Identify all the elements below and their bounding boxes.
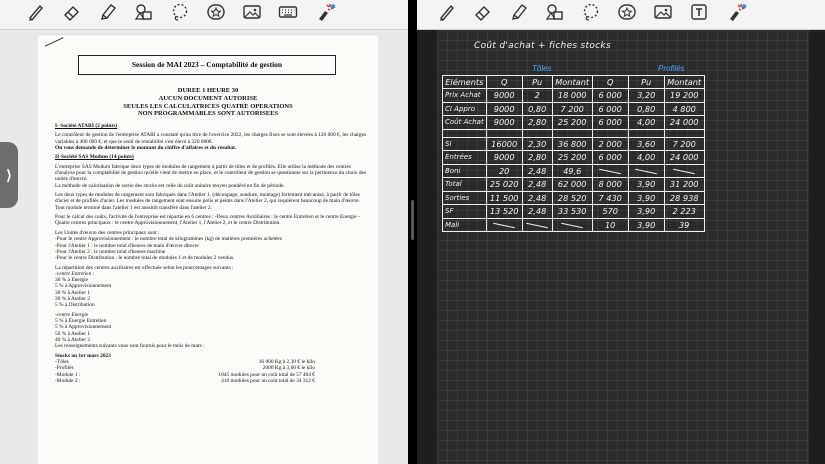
list-item: 50 % à Atelier 1 [55, 330, 91, 337]
spacer-cell [486, 129, 522, 137]
highlighter-tool-button[interactable] [96, 3, 120, 27]
list-item: 5 % à Approvisionnement [55, 324, 112, 331]
stock-value: 16 000 Kg à 2,30 € le kilo [258, 359, 315, 366]
table-row [443, 151, 705, 165]
rule-line-2: SEULES LES CALCULATRICES QUATRE OPERATIONS [123, 102, 293, 110]
table-row [443, 102, 705, 116]
bluetooth-icon: ✱ [741, 3, 747, 11]
session-header: Session de MAI 2023 – Comptabilité de gestion [78, 55, 336, 75]
table-row [443, 205, 705, 219]
column-header: Pu [628, 76, 664, 89]
table-cell: 20 [486, 164, 522, 178]
stock-label: -Tôles [55, 359, 69, 366]
shapes-tool-button[interactable] [132, 3, 156, 27]
table-cell: 62 000 [552, 178, 592, 192]
list-item: 30 % à Energie [55, 277, 88, 284]
strike-mark [635, 168, 657, 174]
table-cell: 49,6 [552, 164, 592, 178]
table-cell: 11 500 [486, 191, 522, 205]
table-row [443, 191, 705, 205]
duration-line: DUREE 1 HEURE 30 [177, 87, 239, 94]
group-label-profiles: Profilés [658, 64, 685, 73]
eraser-icon [473, 2, 493, 27]
table-cell: 7 430 [592, 191, 628, 205]
paragraph: Le contrôleur de gestion de l'entreprise ATARI a constaté qu'au titre de l'exercice 2022, les charges fixes se sont élevées à 120 000 €, les charges variables à 400 000 €, et que le seuil de rentabilité s'est élevé à 320 000€. [55, 132, 367, 145]
sticker-icon [617, 2, 637, 27]
stock-value: 2000 Kg à 3,60 € le kilo [262, 365, 315, 372]
table-cell [486, 218, 522, 232]
table-cell [664, 164, 704, 178]
table-cell [628, 164, 664, 178]
column-header: Eléments [443, 76, 487, 89]
paragraph: Pour le calcul des coûts, l'activité de l'entreprise est répartie en 6 centres ; -Deux centres Auxiliaires : le centre Entretien et le centre Energie -Quatre centres principaux : le centre Approvisionnement, l'Atelier 1, l'Atelier 2, et le centre Distribution. [55, 214, 360, 227]
paragraph: -Pour l'Atelier 1 : le nombre total d'heures de main d'œuvre directe [55, 242, 199, 249]
paragraph: La répartition des centres auxiliaires est effectuée selon les pourcentages suivants : [55, 264, 234, 271]
column-header: Pu [522, 76, 552, 89]
image-tool-button[interactable] [240, 3, 264, 27]
table-cell [552, 218, 592, 232]
table-cell: 13 520 [486, 205, 522, 219]
paragraph: Les deux types de modules de rangement sont fabriqués dans l'Atelier 1, (découpage, soudure, montage) fortement mécanisé, à partir de tôles d'acier et de profilés d'acier. Les modules de rangement sont ensuite polis et peints dans l'Atelier 2, qui requièrent beaucoup de main d'œuvre. Tout module terminé dans l'atelier 1 est aussitôt transféré dans l'atelier 2. [55, 192, 360, 211]
table-row [443, 218, 705, 232]
row-label: SF [443, 205, 487, 219]
table-cell: 3,90 [628, 218, 664, 232]
shapes-icon [134, 2, 154, 27]
spacer-cell [522, 129, 552, 137]
image-icon [242, 2, 262, 27]
table-spacer-row [443, 129, 705, 137]
spacer-cell [592, 129, 628, 137]
notebook-page[interactable] [437, 30, 809, 464]
table-body [443, 89, 705, 232]
strike-mark [526, 222, 548, 228]
table-cell: 3,90 [628, 205, 664, 219]
table-row [443, 116, 705, 130]
list-item: 5 % à Distribution [55, 302, 95, 309]
laser-pointer-tool-button[interactable] [312, 3, 336, 27]
paragraph: Les renseignements suivants vous sont fournis pour le mois de mars : [55, 343, 205, 350]
table-cell: 28 520 [552, 191, 592, 205]
row-label: Total [443, 178, 487, 192]
table-cell: 4 800 [664, 102, 704, 116]
table-cell: 25 200 [552, 116, 592, 130]
stock-row [55, 378, 367, 384]
strike-mark [673, 168, 695, 174]
table-cell: 2,80 [522, 116, 552, 130]
keyboard-icon [278, 2, 298, 27]
stock-label: -Module 1 : [55, 371, 81, 378]
stock-label: -Module 2 : [55, 378, 81, 384]
table-cell: 6 000 [592, 89, 628, 103]
bluetooth-icon: ✱ [330, 3, 336, 11]
table-cell: 6 000 [592, 116, 628, 130]
table-cell: 25 200 [552, 151, 592, 165]
row-label: SI [443, 137, 487, 151]
row-label: Entrées [443, 151, 487, 165]
table-cell: 18 000 [552, 89, 592, 103]
column-header: Montant [664, 76, 704, 89]
table-cell: 2,48 [522, 205, 552, 219]
keyboard-tool-button[interactable] [276, 3, 300, 27]
sticker-tool-button[interactable] [615, 3, 639, 27]
highlighter-icon [98, 2, 118, 27]
table-cell: 2,48 [522, 164, 552, 178]
table-cell: 0,80 [628, 102, 664, 116]
exam-document [38, 34, 378, 464]
table-cell: 2,30 [522, 137, 552, 151]
table-cell: 6 000 [592, 151, 628, 165]
table-header-row [443, 76, 705, 89]
list-item: 5 % à Approvisionnement [55, 283, 112, 290]
text-tool-button[interactable] [687, 3, 711, 27]
section-1-title: I- Société ATARI (2 points) [55, 123, 118, 129]
spacer-cell [552, 129, 592, 137]
table-cell: 2 000 [592, 137, 628, 151]
pen-mark [45, 37, 67, 55]
list-item: 5 % à Énergie Entretien [55, 318, 107, 325]
paragraph: La méthode de valorisation de sortie des stocks est celle du coût unitaire moyen pondéré en fin de période. [55, 182, 285, 189]
strike-mark [599, 168, 621, 174]
rule-line-3: NON PROGRAMMABLES SONT AUTORISEES [137, 110, 279, 118]
row-label: Sorties [443, 191, 487, 205]
table-cell: 8 000 [592, 178, 628, 192]
spacer-cell [628, 129, 664, 137]
eraser-icon [62, 2, 82, 27]
eraser-tool-button[interactable] [471, 3, 495, 27]
paragraph: -Pour l'Atelier 2 : le nombre total d'heures machine [55, 248, 166, 255]
side-panel-handle[interactable] [0, 142, 18, 208]
table-cell: 570 [592, 205, 628, 219]
pen-icon [26, 2, 46, 27]
table-cell: 0,80 [522, 102, 552, 116]
sticker-icon [206, 2, 226, 27]
highlighter-tool-button[interactable] [507, 3, 531, 27]
table-cell: 9000 [486, 102, 522, 116]
stock-list [55, 359, 367, 384]
table-cell: 4,00 [628, 151, 664, 165]
column-header: Q [592, 76, 628, 89]
table-cell: 2,80 [522, 151, 552, 165]
pen-icon [437, 2, 457, 27]
strike-mark [561, 222, 583, 228]
split-divider[interactable] [408, 0, 417, 464]
table-cell: 3,90 [628, 191, 664, 205]
table-row [443, 164, 705, 178]
paragraph: -Pour le centre Distribution : le nombre total de modules 1 et de modules 2 vendus. [55, 255, 235, 262]
table-cell: 19 200 [664, 89, 704, 103]
group-label-toles: Tôles [532, 64, 552, 73]
column-header: Q [486, 76, 522, 89]
table-cell: 7 200 [664, 137, 704, 151]
pen-tool-button[interactable] [435, 3, 459, 27]
table-cell: 28 938 [664, 191, 704, 205]
table-cell: 36 800 [552, 137, 592, 151]
notebook-title: Coût d'achat + fiches stocks [474, 41, 611, 51]
list-item: 30 % à Atelier 1 [55, 289, 91, 296]
strike-mark [493, 222, 515, 228]
paragraph: Les Unités d'œuvre des centres principaux sont : [55, 229, 160, 236]
eraser-tool-button[interactable] [60, 3, 84, 27]
table-cell: 2,48 [522, 191, 552, 205]
list-item: 30 % à Atelier 2 [55, 296, 91, 303]
section-2-title: II-Société SAS Modum (14 points) [55, 154, 134, 161]
table-cell: 9000 [486, 116, 522, 130]
stocks-title: Stocks au 1er mars 2023 [55, 352, 111, 359]
document-body [55, 123, 367, 384]
left-toolbar [0, 0, 408, 30]
table-row [443, 178, 705, 192]
right-pane [417, 0, 825, 464]
paragraph: L'entreprise SAS Modum fabrique deux types de modules de rangement à partir de tôles et de profilés. Elle utilise la méthode des centres d'analyse pour la comptabilité de gestion qu'elle vient de mettre en place, et le contrôleur de gestion se questionne sur la pertinence du choix des unités d'œuvre. [55, 163, 367, 183]
lasso-tool-button[interactable] [168, 3, 192, 27]
chevron-right-icon: ⟩ [6, 166, 12, 183]
paragraph: On vous demande de déterminer le montant du chiffre d'affaires et du résultat. [55, 144, 237, 151]
table-cell: 24 000 [664, 116, 704, 130]
table-cell: 2,48 [522, 178, 552, 192]
table-cell: 10 [592, 218, 628, 232]
row-label: Coût Achat [443, 116, 487, 130]
table-cell: 24 000 [664, 151, 704, 165]
stock-value: 410 modules pour un coût total de 34 312 € [221, 378, 315, 384]
table-cell [522, 218, 552, 232]
stock-label: -Profilés [55, 365, 74, 372]
table-cell: 6 000 [592, 102, 628, 116]
spacer-cell [443, 129, 487, 137]
lasso-icon [581, 2, 601, 27]
shapes-icon [545, 2, 565, 27]
table-cell: 31 200 [664, 178, 704, 192]
right-toolbar [417, 0, 825, 30]
table-cell: 33 530 [552, 205, 592, 219]
row-label: Prix Achat [443, 89, 487, 103]
row-label: Boni [443, 164, 487, 178]
table-cell: 3,20 [628, 89, 664, 103]
shapes-tool-button[interactable] [543, 3, 567, 27]
table-cell: 3,60 [628, 137, 664, 151]
left-pane [0, 0, 408, 464]
lasso-tool-button[interactable] [579, 3, 603, 27]
table-cell: 9000 [486, 89, 522, 103]
image-tool-button[interactable] [651, 3, 675, 27]
table-cell: 7 200 [552, 102, 592, 116]
sticker-tool-button[interactable] [204, 3, 228, 27]
row-label: CI Appro [443, 102, 487, 116]
laser-pointer-tool-button[interactable] [723, 3, 747, 27]
table-cell: 16000 [486, 137, 522, 151]
table-cell: 3,90 [628, 178, 664, 192]
table-row [443, 89, 705, 103]
table-cell: 25 020 [486, 178, 522, 192]
table-cell: 9000 [486, 151, 522, 165]
text-icon [689, 2, 709, 27]
lasso-icon [170, 2, 190, 27]
table-cell: 39 [664, 218, 704, 232]
image-icon [653, 2, 673, 27]
row-label: Mali [443, 218, 487, 232]
table-row [443, 137, 705, 151]
stock-value: 1045 modules pour un coût total de 57 464 € [218, 371, 315, 378]
spacer-cell [664, 129, 704, 137]
column-header: Montant [552, 76, 592, 89]
list-item: 40 % à Atelier 2 [55, 337, 91, 344]
rule-line-1: AUCUN DOCUMENT AUTORISE [158, 94, 258, 102]
paragraph: -centre Entretien : [55, 270, 95, 277]
divider-grip[interactable] [411, 200, 414, 240]
table-cell [592, 164, 628, 178]
paragraph: -Pour le centre Approvisionnement : le nombre total de kilogrammes (kg) de matières premières achetées [55, 236, 282, 243]
table-cell: 2 [522, 89, 552, 103]
paragraph: -centre Energie [55, 311, 89, 318]
highlighter-icon [509, 2, 529, 27]
table-cell: 2 223 [664, 205, 704, 219]
handwritten-table [442, 75, 705, 232]
table-cell: 4,00 [628, 116, 664, 130]
pen-tool-button[interactable] [24, 3, 48, 27]
